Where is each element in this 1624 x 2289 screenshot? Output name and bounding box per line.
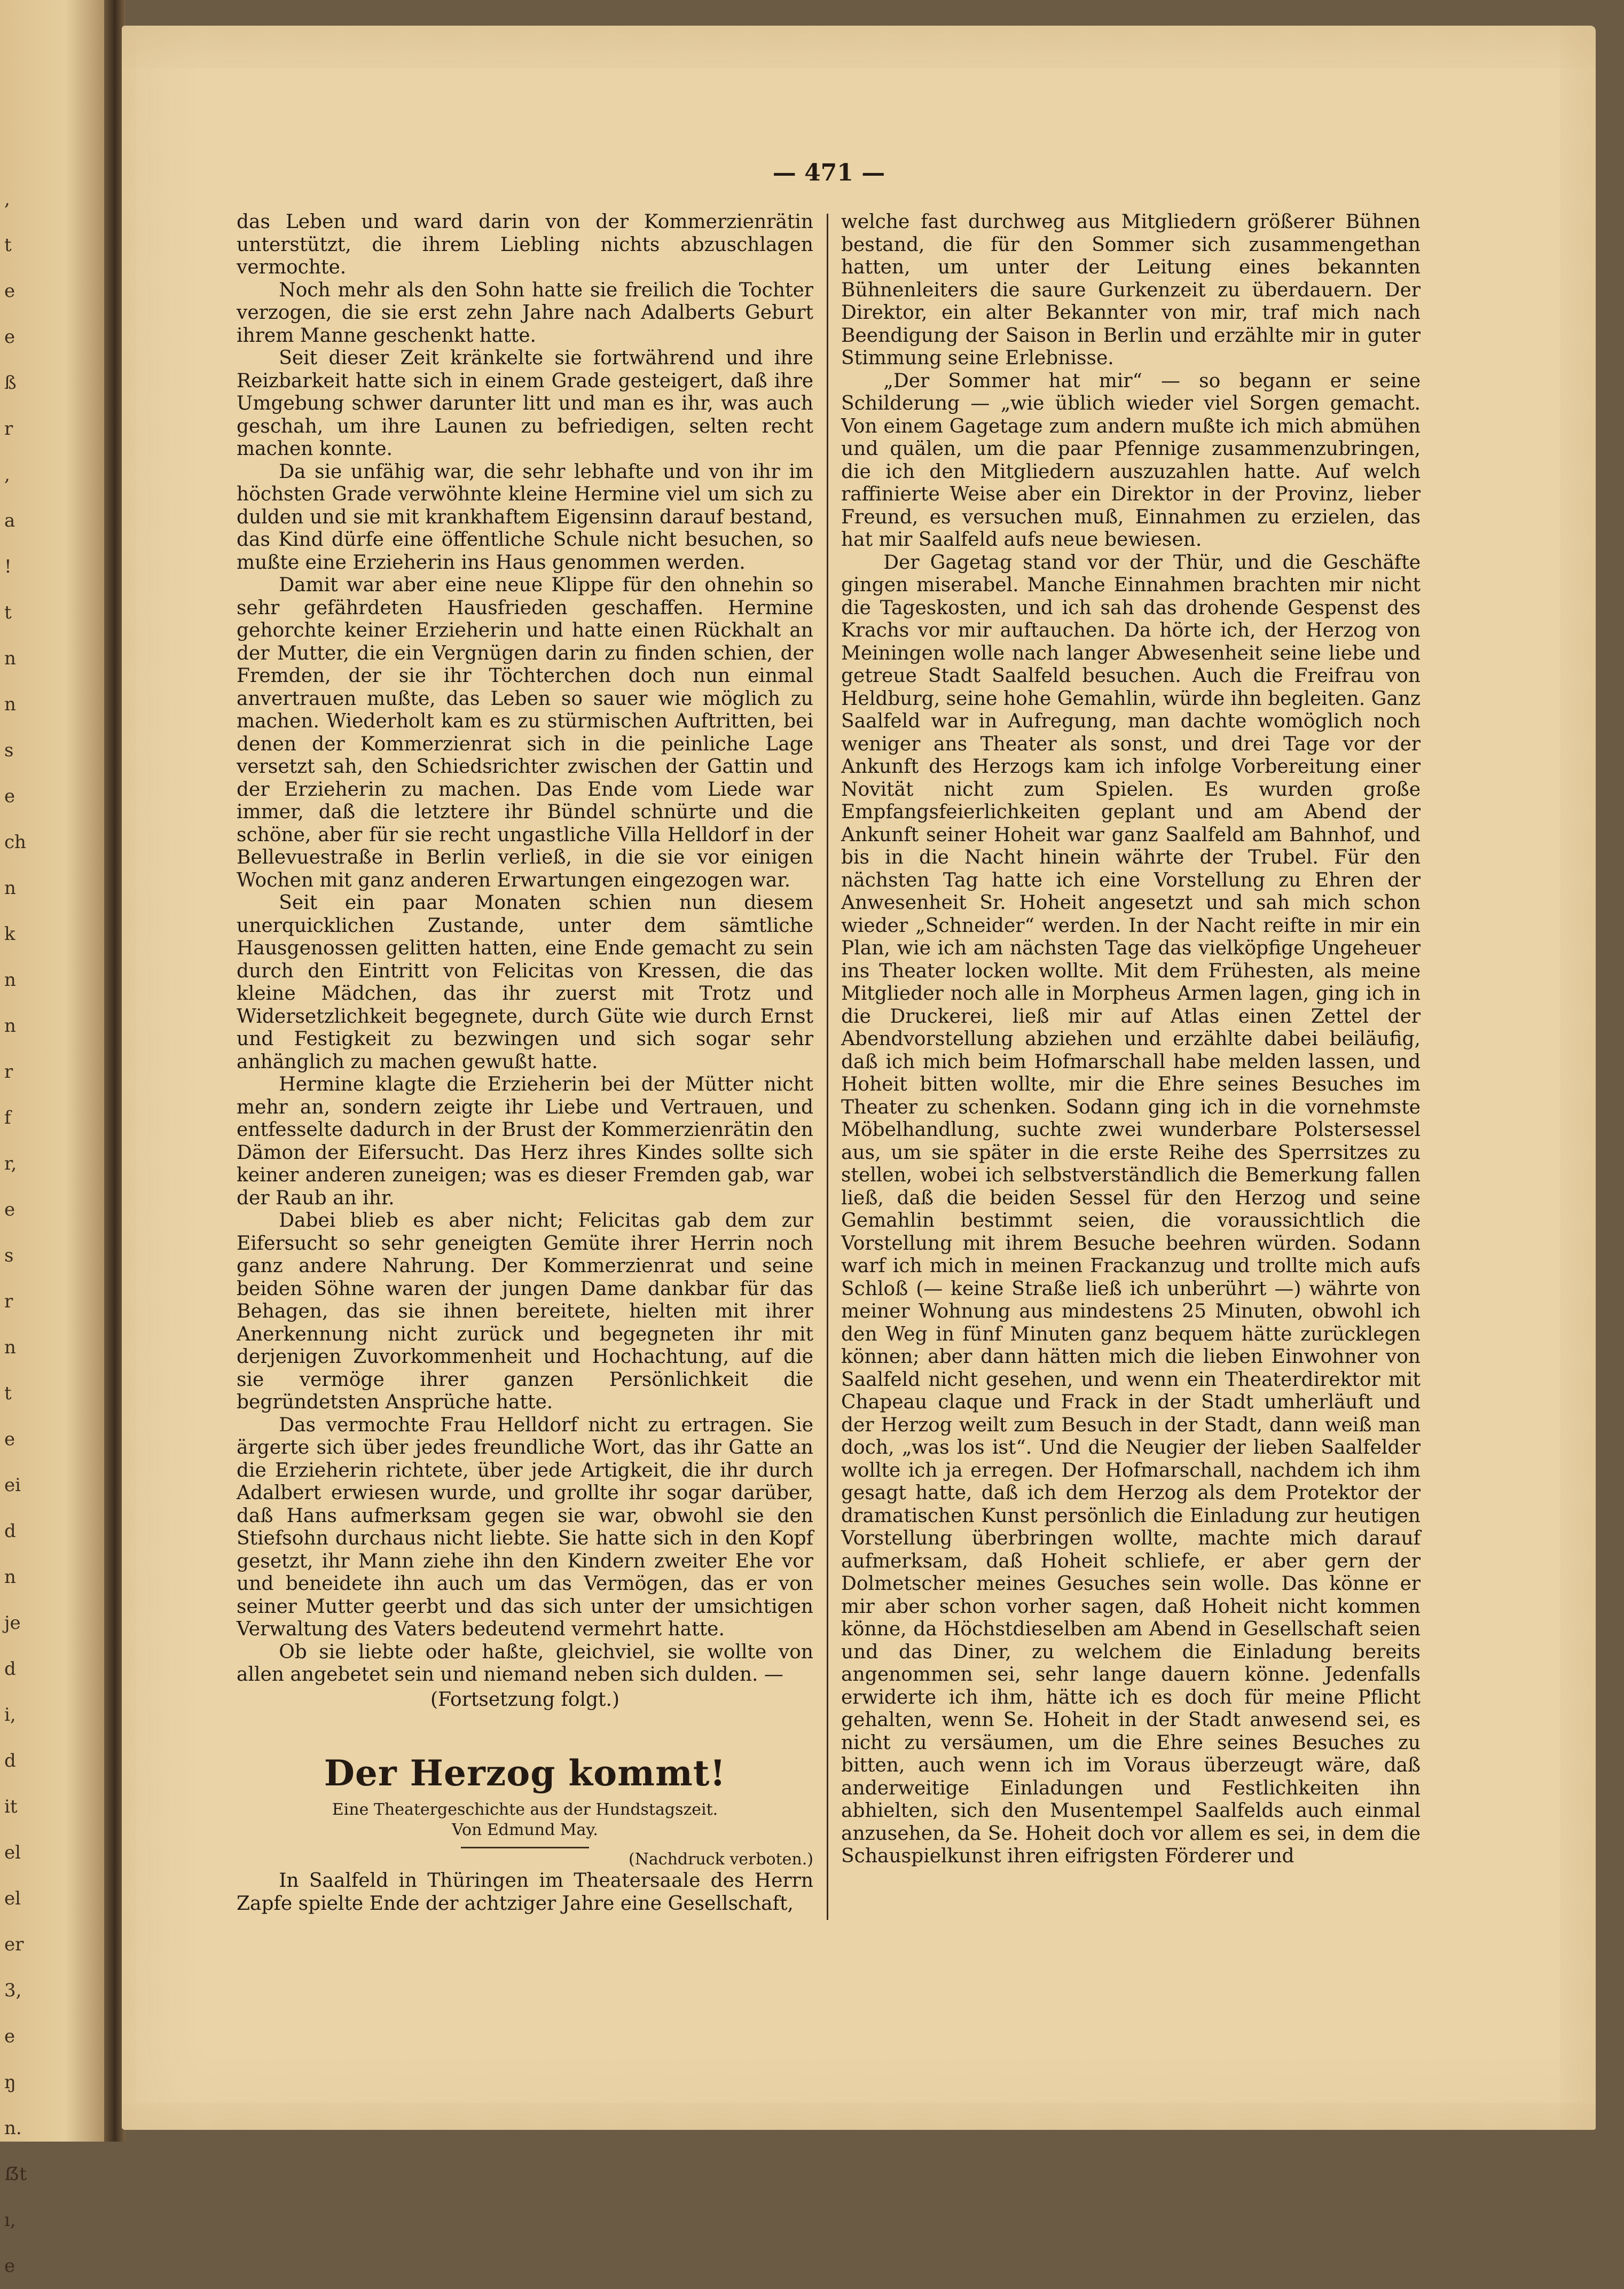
paragraph: Seit ein paar Monaten schien nun diesem unerquicklichen Zustande, unter dem sämtliche Hausgenossen gelitten hatten, eine Ende gemacht zu sein durch den Eintritt von Felicitas von Kressen, die das kleine Mädchen, das ihr zuerst mit Trotz und Widersetzlichkeit begegnete, durch Güte wie durch Ernst und Festigkeit zu bezwingen und sich sogar sehr anhänglich zu machen gewußt hatte. <box>237 892 813 1073</box>
edge-letter: s <box>4 740 14 761</box>
paragraph: Damit war aber eine neue Klippe für den ohnehin so sehr gefährdeten Hausfrieden geschaffen. Hermine gehorchte keiner Erzieherin und hatte einen Rückhalt an der Mutter, die ein Vergnügen darin zu finden schien, der Fremden, der sie ihr Töchterchen doch nun einmal anvertrauen mußte, das Leben so sauer wie möglich zu machen. Wiederholt kam es zu stürmischen Auftritten, bei denen der Kommerzienrat sich in die peinliche Lage versetzt sah, den Schiedsrichter zwischen der Gattin und der Erzieherin zu machen. Das Ende vom Liede war immer, daß die letztere ihr Bündel schnürte und die schöne, aber für sie recht ungastliche Villa Helldorf in der Bellevuestraße in Berlin verließ, in die sie vor einigen Wochen mit ganz anderen Erwartungen eingezogen war. <box>237 574 813 891</box>
continuation-note: (Fortsetzung folgt.) <box>430 1688 619 1711</box>
edge-letter: e <box>4 1199 15 1220</box>
edge-letter: f <box>4 1107 11 1128</box>
story-title: Der Herzog kommt! <box>324 1752 726 1794</box>
edge-letter: , <box>4 464 10 485</box>
edge-letter: t <box>4 234 12 256</box>
right-column-paragraphs <box>841 211 1421 1868</box>
edge-letter: e <box>4 280 15 302</box>
edge-letter: e <box>4 786 15 807</box>
paragraph: welche fast durchweg aus Mitgliedern größerer Bühnen bestand, die für den Sommer sich zusammengethan hatten, um unter der Leitung eines bekannten Bühnenleiters die saure Gurkenzeit zu überdauern. Der Direktor, ein alter Bekannter von mir, traf mich nach Beendigung der Saison in Berlin und erzählte mir in guter Stimmung seine Erlebnisse. <box>841 211 1421 369</box>
edge-letter: s <box>4 1245 14 1266</box>
edge-letter: t <box>4 602 12 623</box>
edge-letter: n. <box>4 2118 22 2139</box>
edge-letter: n <box>4 1015 16 1037</box>
paragraph: „Der Sommer hat mir“ — so begann er seine Schilderung — „wie üblich wieder viel Sorgen gemacht. Von einem Gagetage zum andern mußte ich mich abmühen und quälen, um die paar Pfennige zusammenzubringen, die ich den Mitgliedern auszuzahlen hatte. Auf welch raffinierte Weise aber ein Direktor in der Provinz, lieber Freund, es versuchen muß, Einnahmen zu erzielen, das hat mir Saalfeld aufs neue bewiesen. <box>841 370 1421 551</box>
edge-letter: d <box>4 1658 16 1680</box>
paragraph: Das vermochte Frau Helldorf nicht zu ertragen. Sie ärgerte sich über jedes freundliche Wort, das ihr Gatte an die Erzieherin richtete, über jede Artigkeit, die ihr durch Adalbert erwiesen wurde, und grollte ihr sogar darüber, daß Hans aufmerksam gegen sie war, obwohl sie den Stiefsohn durchaus nicht liebte. Sie hatte sich in den Kopf gesetzt, ihr Mann ziehe ihn den Kindern zweiter Ehe vor und beneidete ihn auch um das Vermögen, das er von seiner Mutter geerbt und das sich unter der umsichtigen Verwaltung des Vaters bedeutend vermehrt hatte. <box>237 1414 813 1640</box>
edge-letter: r <box>4 1061 13 1083</box>
edge-letter: ẞt <box>4 2163 27 2185</box>
edge-letter: d <box>4 1520 16 1542</box>
paragraph: Seit dieser Zeit kränkelte sie fortwährend und ihre Reizbarkeit hatte sich in einem Grade gesteigert, daß ihre Umgebung schwer darunter litt und man es ihr, was auch geschah, um ihre Launen zu befriedigen, selten recht machen konnte. <box>237 347 813 460</box>
paragraph: Noch mehr als den Sohn hatte sie freilich die Tochter verzogen, die sie erst zehn Jahre nach Adalberts Geburt ihrem Manne geschenkt hatte. <box>237 279 813 347</box>
edge-letter: ŋ <box>4 2072 16 2093</box>
edge-letter: , <box>4 189 10 210</box>
edge-letter: k <box>4 923 15 945</box>
edge-letter: e <box>4 2026 15 2047</box>
edge-letter: i, <box>4 1704 16 1726</box>
paragraph: das Leben und ward darin von der Kommerzienrätin unterstützt, die ihrem Liebling nichts abzuschlagen vermochte. <box>237 211 813 278</box>
edge-letter: ch <box>4 832 26 853</box>
edge-letter: a <box>4 510 15 531</box>
left-column-paragraphs <box>237 211 813 1687</box>
right-column <box>841 211 1421 1868</box>
edge-letter: d <box>4 1750 16 1771</box>
story-author: Von Edmund May. <box>452 1821 598 1839</box>
edge-letter: r <box>4 1291 13 1312</box>
edge-letter: je <box>4 1612 21 1634</box>
edge-letter: e <box>4 1429 15 1450</box>
paragraph: Dabei blieb es aber nicht; Felicitas gab dem zur Eifersucht so sehr geneigten Gemüte ihrer Herrin noch ganz andere Nahrung. Der Kommerzienrat und seine beiden Söhne waren der jungen Dame dankbar für das Behagen, das sie ihnen bereitete, hielten mit ihrer Anerkennung nicht zurück und begegneten ihr mit derjenigen Zuvorkommenheit und Hochachtung, auf die sie vermöge ihrer ganzen Persönlichkeit die begründetsten Ansprüche hatte. <box>237 1210 813 1413</box>
story-opening: In Saalfeld in Thüringen im Theatersaale des Herrn Zapfe spielte Ende der achtziger Jahre eine Gesellschaft, <box>237 1870 813 1915</box>
edge-letter: ß <box>4 372 17 394</box>
byline-rule <box>461 1847 589 1848</box>
edge-letter: n <box>4 1337 16 1358</box>
edge-letter: r, <box>4 1153 17 1174</box>
left-column <box>237 211 813 1915</box>
page-number: — 471 — <box>772 159 885 186</box>
edge-letter: ! <box>4 556 12 577</box>
edge-letter: el <box>4 1888 21 1909</box>
edge-letter: el <box>4 1842 21 1863</box>
edge-letter: e <box>4 2255 15 2277</box>
paragraph: Da sie unfähig war, die sehr lebhafte und von ihr im höchsten Grade verwöhnte kleine Hermine viel um sich zu dulden und sie mit krankhaftem Eigensinn darauf bestand, das Kind dürfe eine öffentliche Schule nicht besuchen, so mußte eine Erzieherin ins Haus genommen werden. <box>237 460 813 574</box>
column-divider <box>827 214 828 1920</box>
edge-letter: e <box>4 326 15 348</box>
edge-letter: er <box>4 1934 24 1955</box>
paragraph: Hermine klagte die Erzieherin bei der Mütter nicht mehr an, sondern zeigte ihr Liebe und Vertrauen, und entfesselte dadurch in der Brust der Kommerzienrätin den Dämon der Eifersucht. Das Herz ihres Kindes sollte sich keiner anderen zuneigen; was es dieser Fremden gab, war der Raub an ihr. <box>237 1073 813 1209</box>
edge-letter: n <box>4 1566 16 1588</box>
paragraph: Ob sie liebte oder haßte, gleichviel, sie wollte von allen angebetet sein und niemand neben sich dulden. — <box>237 1641 813 1686</box>
edge-letter: r <box>4 418 13 440</box>
edge-letter: ı, <box>4 2209 16 2231</box>
facing-page-edge <box>0 0 109 2277</box>
edge-letter: 3, <box>4 1980 22 2001</box>
edge-letter: n <box>4 648 16 669</box>
paragraph: Der Gagetag stand vor der Thür, und die Geschäfte gingen miserabel. Manche Einnahmen brachten mir nicht die Tageskosten, und ich sah das drohende Gespenst des Krachs vor mir auftauchen. Da hörte ich, der Herzog von Meiningen wolle nach langer Abwesenheit seine liebe und getreue Stadt Saalfeld besuchen. Auch die Freifrau von Heldburg, seine hohe Gemahlin, würde ihn begleiten. Ganz Saalfeld war in Aufregung, man dachte womöglich noch weniger ans Theater als sonst, und drei Tage vor der Ankunft des Herzogs kam ich infolge Vorbereitung einer Novität nicht zum Spielen. Es wurden große Empfangsfeierlichkeiten geplant und am Abend der Ankunft seiner Hoheit war ganz Saalfeld am Bahnhof, und bis in die Nacht hinein währte der Trubel. Für den nächsten Tag hatte ich eine Vorstellung zu Ehren der Anwesenheit Sr. Hoheit angesetzt und sah mich schon wieder „Schneider“ werden. In der Nacht reifte in mir ein Plan, wie ich am nächsten Tage das vielköpfige Ungeheuer ins Theater locken wollte. Mit dem Frühesten, als meine Mitglieder noch alle in Morpheus Armen lagen, ging ich in die Druckerei, ließ mir auf Atlas einen Zettel der Abendvorstellung abziehen und erzählte dabei beiläufig, daß ich mich beim Hofmarschall habe melden lassen, und Hoheit bitten wollte, mir die Ehre seines Besuches im Theater zu schenken. Sodann ging ich in die vornehmste Möbelhandlung, suchte zwei wunderbare Polstersessel aus, um sie später in die erste Reihe des Sperrsitzes zu stellen, wobei ich selbstverständlich die Bemerkung fallen ließ, daß die beiden Sessel für den Herzog und seine Gemahlin bestimmt seien, die voraussichtlich die Vorstellung mit ihrem Besuche beehren würden. Sodann warf ich mich in meinen Frackanzug und trollte mich aufs Schloß (— keine Straße ließ ich unberührt —) währte von meiner Wohnung aus mindestens 25 Minuten, obwohl ich den Weg in fünf Minuten ganz bequem hätte zurücklegen können; aber dann hätten mich die lieben Einwohner von Saalfeld nicht gesehen, und wenn ein Theaterdirektor mit Chapeau claque und Frack in der Stadt umherläuft und der Herzog weilt zum Besuch in der Stadt, dann weiß man doch, „was los ist“. Und die Neugier der lieben Saalfelder wollte ich ja erregen. Der Hofmarschall, nachdem ich ihm gesagt hatte, daß ich dem Herzog als dem Protektor der dramatischen Kunst persönlich die Einladung zur heutigen Vorstellung überbringen wollte, machte mich darauf aufmerksam, daß Hoheit schliefe, er aber gern der Dolmetscher meines Gesuches sein wolle. Das könne er mir aber schon vorher sagen, daß Hoheit nicht kommen könne, da Höchstdieselben am Abend in Gesellschaft seien und das Diner, zu welchem die Einladung bereits angenommen sei, sehr lange dauern könne. Jedenfalls erwiderte ich ihm, hätte ich es doch für meine Pflicht gehalten, wenn Se. Hoheit in der Stadt anwesend sei, es nicht zu versäumen, um die Ehre seines Besuches zu bitten, auch wenn ich im Voraus überzeugt wäre, daß anderweitige Einladungen und Festlichkeiten ihn abhielten, sich den Musentempel Saalfelds auch einmal anzusehen, da Se. Hoheit doch vor allem es sei, in dem die Schauspielkunst ihren eifrigsten Förderer und <box>841 551 1421 1867</box>
story-subtitle: Eine Theatergeschichte aus der Hundstagszeit. <box>332 1800 718 1819</box>
edge-letter: t <box>4 1383 12 1404</box>
edge-letter: n <box>4 694 16 715</box>
facing-page-letters <box>4 176 36 2289</box>
edge-letter: ei <box>4 1475 21 1496</box>
reprint-note: (Nachdruck verboten.) <box>628 1850 813 1869</box>
edge-letter: n <box>4 969 16 991</box>
edge-letter: n <box>4 877 16 899</box>
edge-letter: it <box>4 1796 18 1817</box>
